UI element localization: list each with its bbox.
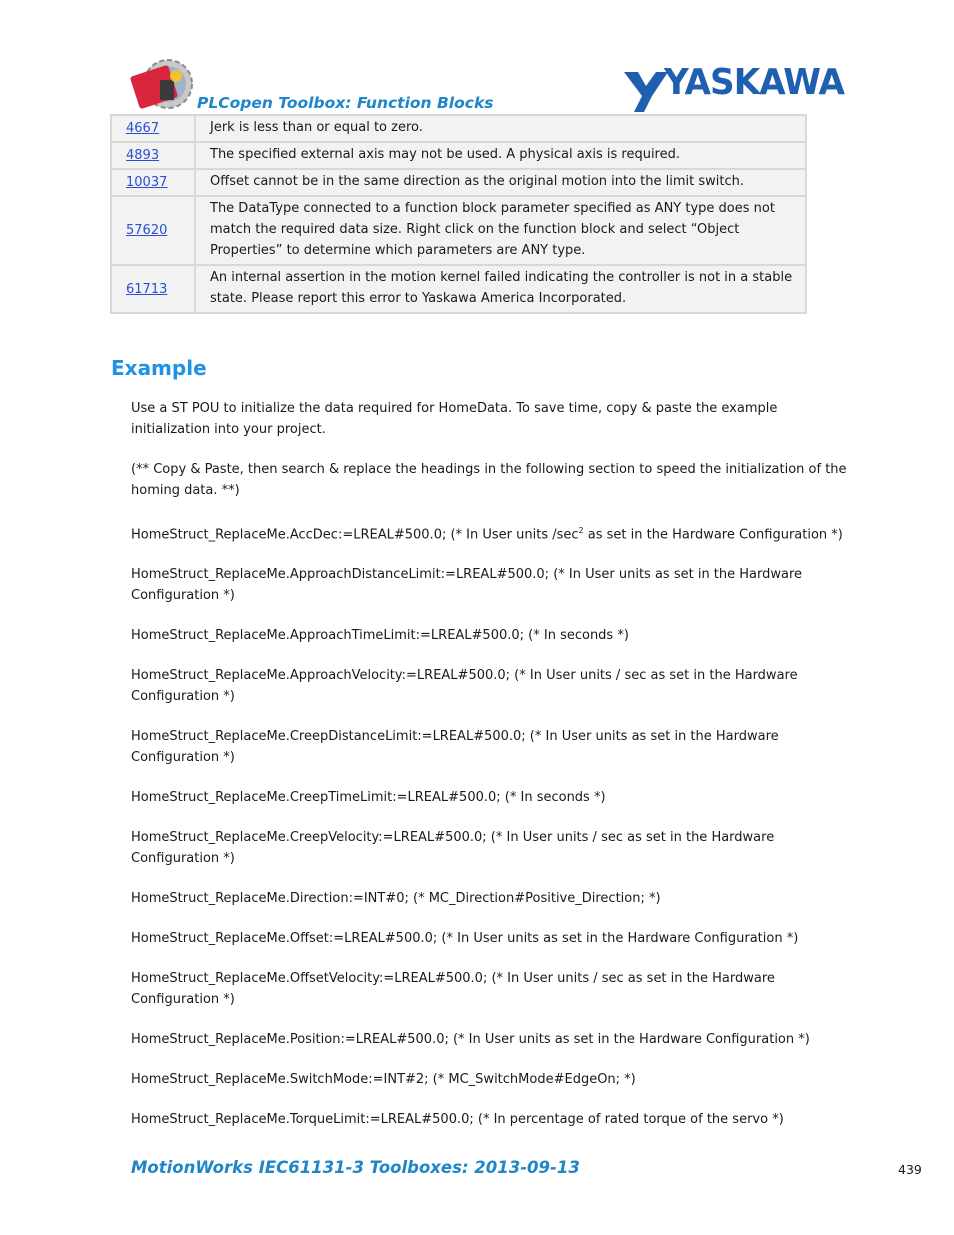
- code-line: HomeStruct_ReplaceMe.ApproachTimeLimit:=LREAL#500.0; (* In seconds *): [131, 628, 629, 644]
- code-line: HomeStruct_ReplaceMe.Offset:=LREAL#500.0; (* In User units as set in the Hardware Configuration *): [131, 931, 799, 947]
- page-number: 439: [898, 1162, 922, 1177]
- superscript: 2: [578, 526, 584, 535]
- code-line: HomeStruct_ReplaceMe.Direction:=INT#0; (* MC_Direction#Positive_Direction; *): [131, 891, 661, 907]
- code-line: HomeStruct_ReplaceMe.CreepVelocity:=LREAL#500.0; (* In User units / sec as set in the Hardware Configuration *): [131, 830, 775, 867]
- plcopen-logo: [130, 56, 200, 112]
- code-line: HomeStruct_ReplaceMe.CreepDistanceLimit:=LREAL#500.0; (* In User units as set in the Hardware Configuration *): [131, 729, 779, 766]
- error-description: The specified external axis may not be used. A physical axis is required.: [195, 142, 806, 169]
- error-code-link[interactable]: 10037: [126, 175, 168, 190]
- code-line-text: as set in the Hardware Configuration *): [583, 527, 843, 543]
- table-row: [111, 169, 806, 196]
- code-line: HomeStruct_ReplaceMe.SwitchMode:=INT#2; (* MC_SwitchMode#EdgeOn; *): [131, 1072, 636, 1088]
- table-row: [111, 142, 806, 169]
- code-line: HomeStruct_ReplaceMe.Position:=LREAL#500.0; (* In User units as set in the Hardware Configuration *): [131, 1032, 810, 1048]
- table-row: [111, 115, 806, 142]
- code-line-text: HomeStruct_ReplaceMe.AccDec:=LREAL#500.0; (* In User units /sec: [131, 527, 579, 543]
- code-line: HomeStruct_ReplaceMe.ApproachVelocity:=LREAL#500.0; (* In User units / sec as set in the Hardware Configuration *): [131, 668, 798, 705]
- code-line: HomeStruct_ReplaceMe.TorqueLimit:=LREAL#500.0; (* In percentage of rated torque of the servo *): [131, 1112, 784, 1128]
- table-row: [111, 196, 806, 265]
- note-paragraph: (** Copy & Paste, then search & replace the headings in the following section to speed the initialization of the homing data. **): [131, 462, 847, 498]
- error-description: Offset cannot be in the same direction as the original motion into the limit switch.: [195, 169, 806, 196]
- code-line: HomeStruct_ReplaceMe.CreepTimeLimit:=LREAL#500.0; (* In seconds *): [131, 790, 606, 806]
- example-heading: Example: [111, 356, 207, 380]
- code-line: HomeStruct_ReplaceMe.ApproachDistanceLimit:=LREAL#500.0; (* In User units as set in the Hardware Configuration *): [131, 567, 803, 604]
- table-row: [111, 265, 806, 313]
- error-code-link[interactable]: 4893: [126, 148, 160, 163]
- error-code-link[interactable]: 4667: [126, 121, 160, 136]
- error-description: The DataType connected to a function block parameter specified as ANY type does not match the required data size. Right click on the function block and select “Object Properties” to determine which parameters are ANY type.: [195, 196, 806, 265]
- header-title: PLCopen Toolbox: Function Blocks: [197, 94, 494, 112]
- code-line: [131, 520, 847, 545]
- error-code-link[interactable]: 57620: [126, 223, 168, 238]
- footer-title: MotionWorks IEC61131-3 Toolboxes: 2013-09-13: [131, 1158, 580, 1177]
- error-code-table: [110, 114, 807, 314]
- error-code-link[interactable]: 61713: [126, 281, 168, 297]
- yaskawa-wordmark: YASKAWA: [664, 62, 845, 103]
- intro-paragraph: Use a ST POU to initialize the data required for HomeData. To save time, copy & paste the example initialization into your project.: [131, 401, 778, 437]
- error-description: An internal assertion in the motion kernel failed indicating the controller is not in a stable state. Please report this error to Yaskawa America Incorporated.: [195, 265, 806, 313]
- example-body: [131, 398, 847, 1149]
- code-line: HomeStruct_ReplaceMe.OffsetVelocity:=LREAL#500.0; (* In User units / sec as set in the Hardware Configuration *): [131, 971, 775, 1008]
- error-description: Jerk is less than or equal to zero.: [195, 115, 806, 142]
